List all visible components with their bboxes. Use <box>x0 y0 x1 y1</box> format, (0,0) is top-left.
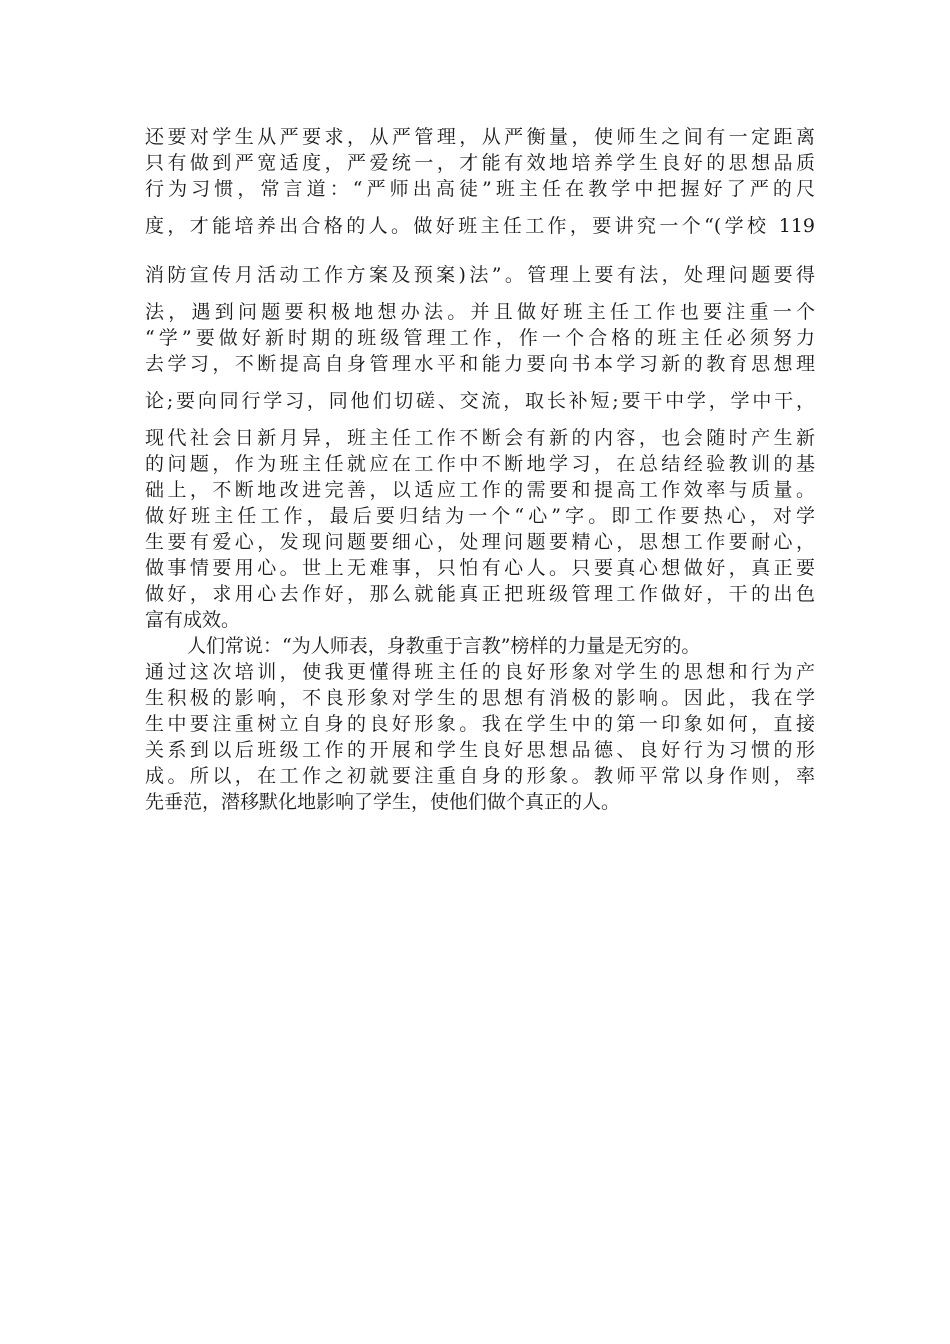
text-line: 成。所以，在工作之初就要注重自身的形象。教师平常以身作则，率 <box>145 765 815 787</box>
text-line: 础上，不断地改进完善，以适应工作的需要和提高工作效率与质量。 <box>145 479 815 501</box>
text-line: 通过这次培训，使我更懂得班主任的良好形象对学生的思想和行为产 <box>145 661 815 683</box>
paragraph-first-line: 人们常说：“为人师表，身教重于言教”榜样的力量是无穷的。 <box>187 635 701 657</box>
text-line: 消防宣传月活动工作方案及预案)法”。管理上要有法，处理问题要得 <box>145 264 815 286</box>
text-line: 只有做到严宽适度，严爱统一，才能有效地培养学生良好的思想品质 <box>145 152 815 174</box>
text-line: 关系到以后班级工作的开展和学生良好思想品德、良好行为习惯的形 <box>145 739 815 761</box>
text-line: 先垂范，潜移默化地影响了学生，使他们做个真正的人。 <box>145 791 621 813</box>
text-line: 法，遇到问题要积极地想办法。并且做好班主任工作也要注重一个 <box>145 301 815 323</box>
text-line: 做好，求用心去作好，那么就能真正把班级管理工作做好，干的出色 <box>145 583 815 605</box>
text-line: 论;要向同行学习，同他们切磋、交流，取长补短;要干中学，学中干， <box>145 390 815 412</box>
text-line: 生要有爱心，发现问题要细心，处理问题要精心，思想工作要耐心， <box>145 531 815 553</box>
text-line: 行为习惯，常言道：“严师出高徒”班主任在教学中把握好了严的尺 <box>145 178 815 200</box>
text-line: 度，才能培养出合格的人。做好班主任工作，要讲究一个“(学校 119 <box>145 215 815 237</box>
text-line: “学”要做好新时期的班级管理工作，作一个合格的班主任必须努力 <box>145 327 815 349</box>
text-line: 富有成效。 <box>145 609 241 631</box>
text-line: 现代社会日新月异，班主任工作不断会有新的内容，也会随时产生新 <box>145 427 815 449</box>
text-line: 生中要注重树立自身的良好形象。我在学生中的第一印象如何，直接 <box>145 713 815 735</box>
text-line: 做好班主任工作，最后要归结为一个“心”字。即工作要热心，对学 <box>145 505 815 527</box>
text-line: 还要对学生从严要求，从严管理，从严衡量，使师生之间有一定距离 <box>145 126 815 148</box>
text-line: 去学习，不断提高自身管理水平和能力要向书本学习新的教育思想理 <box>145 353 815 375</box>
text-line: 的问题，作为班主任就应在工作中不断地学习，在总结经验教训的基 <box>145 453 815 475</box>
text-line: 做事情要用心。世上无难事，只怕有心人。只要真心想做好，真正要 <box>145 557 815 579</box>
text-line: 生积极的影响，不良形象对学生的思想有消极的影响。因此，我在学 <box>145 687 815 709</box>
